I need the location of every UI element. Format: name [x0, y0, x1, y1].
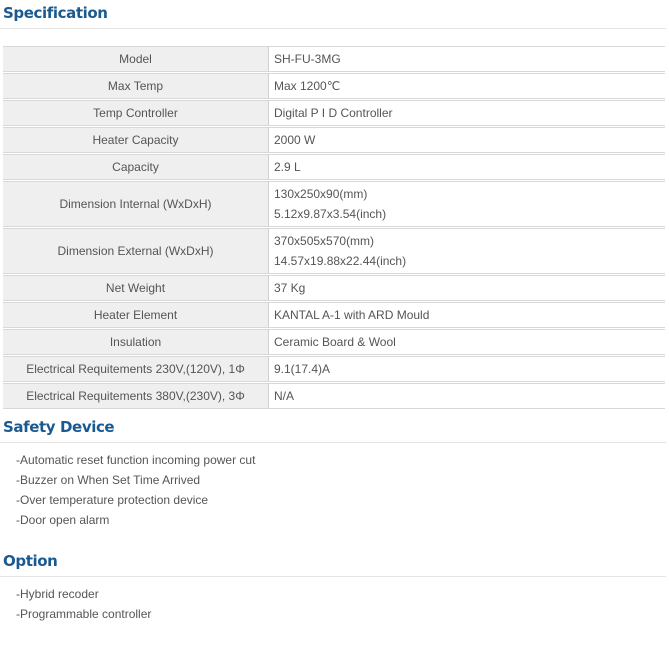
option-title: Option: [3, 552, 58, 570]
option-divider: [0, 576, 666, 577]
list-item: -Over temperature protection device: [16, 493, 209, 507]
safety-device-list: [16, 450, 255, 530]
specification-table: [3, 46, 665, 409]
spec-label: Dimension Internal (WxDxH): [3, 182, 269, 227]
spec-label: Net Weight: [3, 276, 269, 301]
spec-row-max-temp: [3, 74, 665, 99]
spec-row-net-weight: [3, 276, 665, 301]
spec-value: N/A: [269, 384, 666, 409]
spec-label: Capacity: [3, 155, 269, 180]
spec-value: SH-FU-3MG: [269, 47, 666, 72]
spec-value-line-mm: 130x250x90(mm): [274, 187, 368, 201]
list-item: -Hybrid recoder: [16, 587, 99, 601]
spec-value: 2.9 L: [269, 155, 666, 180]
spec-value: 2000 W: [269, 128, 666, 153]
spec-label: Electrical Requitements 380V,(230V), 3Φ: [3, 384, 269, 409]
spec-row-model: [3, 47, 665, 72]
spec-value: Max 1200℃: [269, 74, 666, 99]
list-item: -Buzzer on When Set Time Arrived: [16, 473, 201, 487]
spec-label: Heater Element: [3, 303, 269, 328]
spec-value: KANTAL A-1 with ARD Mould: [269, 303, 666, 328]
spec-label: Heater Capacity: [3, 128, 269, 153]
list-item: -Door open alarm: [16, 513, 110, 527]
spec-row-capacity: [3, 155, 665, 180]
spec-row-heater-element: [3, 303, 665, 328]
spec-value: 9.1(17.4)A: [269, 357, 666, 382]
list-item: -Programmable controller: [16, 607, 152, 621]
list-item: -Automatic reset function incoming power cut: [16, 453, 256, 467]
spec-value-line-inch: 5.12x9.87x3.54(inch): [274, 207, 387, 221]
spec-row-electrical-230v: [3, 357, 665, 382]
spec-value: 37 Kg: [269, 276, 666, 301]
spec-label: Electrical Requitements 230V,(120V), 1Φ: [3, 357, 269, 382]
option-list: [16, 584, 151, 624]
spec-value: [269, 229, 666, 274]
spec-value: Ceramic Board & Wool: [269, 330, 666, 355]
spec-row-temp-controller: [3, 101, 665, 126]
spec-label: Insulation: [3, 330, 269, 355]
spec-value-line-inch: 14.57x19.88x22.44(inch): [274, 254, 407, 268]
spec-value-line-mm: 370x505x570(mm): [274, 234, 375, 248]
safety-device-divider: [0, 442, 666, 443]
spec-label: Model: [3, 47, 269, 72]
safety-device-title: Safety Device: [3, 418, 115, 436]
spec-row-insulation: [3, 330, 665, 355]
spec-row-dimension-external: [3, 229, 665, 274]
spec-label: Temp Controller: [3, 101, 269, 126]
spec-value: Digital P I D Controller: [269, 101, 666, 126]
spec-label: Dimension External (WxDxH): [3, 229, 269, 274]
specification-title: Specification: [3, 4, 108, 22]
spec-value: [269, 182, 666, 227]
spec-row-heater-capacity: [3, 128, 665, 153]
specification-divider: [0, 28, 666, 29]
spec-label: Max Temp: [3, 74, 269, 99]
spec-row-dimension-internal: [3, 182, 665, 227]
spec-row-electrical-380v: [3, 384, 665, 409]
